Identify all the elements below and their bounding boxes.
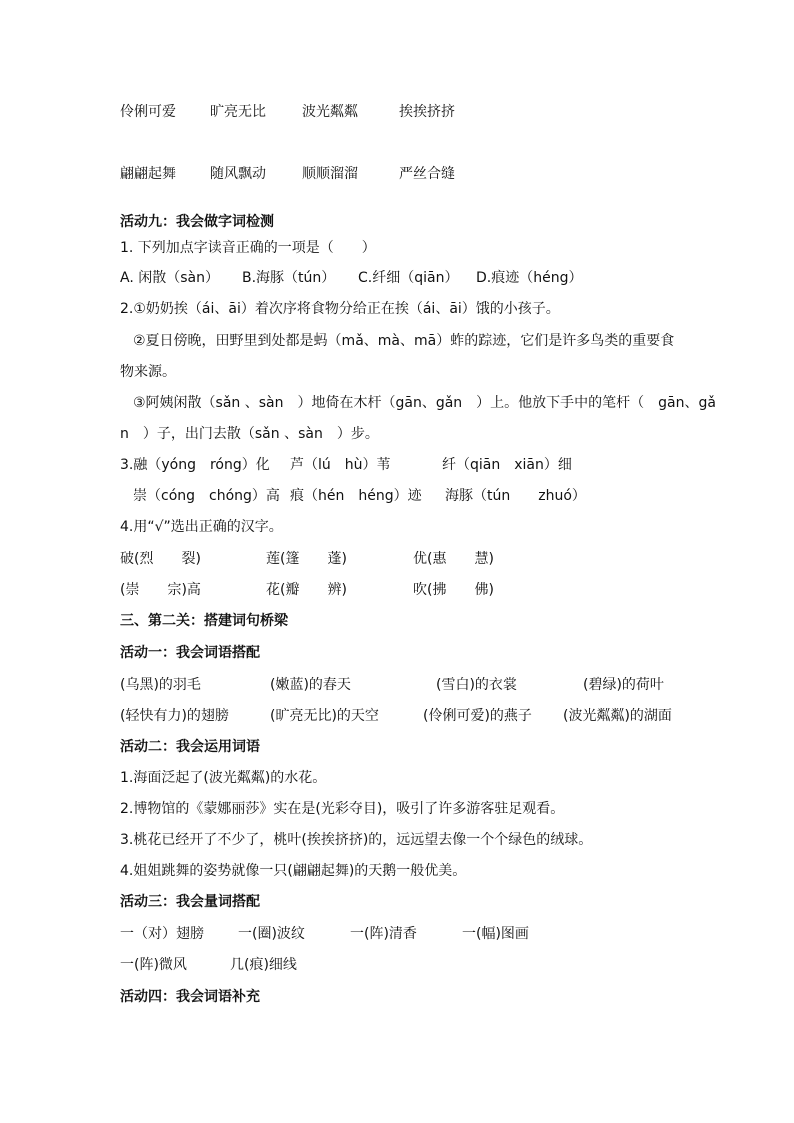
activity-1-title: 活动一：我会词语搭配 (120, 645, 260, 661)
question-2-line-4: ③阿姨闲散（sǎn 、sàn ）地倚在木杆（gān、gǎn ）上。他放下手中的笔杆（ gān、gǎ (133, 395, 716, 411)
collocation: (碧绿)的荷叶 (583, 677, 664, 693)
measure-word: 一(阵)清香 (350, 926, 417, 942)
measure-word: 一(幅)图画 (462, 926, 529, 942)
collocation: (波光粼粼)的湖面 (563, 708, 672, 724)
measure-word: 一(阵)微风 (120, 957, 187, 973)
activity-2-line: 2.博物馆的《蒙娜丽莎》实在是(光彩夺目)，吸引了许多游客驻足观看。 (120, 801, 565, 817)
char-choice: (崇 宗)高 (120, 582, 201, 598)
question-2-line-5: n ）子，出门去散（sǎn 、sàn ）步。 (120, 426, 379, 442)
word: 严丝合缝 (399, 166, 455, 182)
activity-3-title: 活动三：我会量词搭配 (120, 894, 260, 910)
collocation: (伶俐可爱)的燕子 (423, 708, 532, 724)
question-2-line-3: 物来源。 (120, 364, 176, 380)
pinyin-item: 3.融（yóng róng）化 (120, 457, 270, 473)
question-4: 4.用“√”选出正确的汉字。 (120, 519, 283, 535)
activity-2-line: 4.姐姐跳舞的姿势就像一只(翩翩起舞)的天鹅一般优美。 (120, 863, 467, 879)
collocation: (雪白)的衣裳 (436, 677, 517, 693)
word: 挨挨挤挤 (399, 104, 455, 120)
word: 顺顺溜溜 (302, 166, 358, 182)
section-3-title: 三、第二关：搭建词句桥梁 (120, 613, 288, 629)
word: 旷亮无比 (210, 104, 266, 120)
activity-2-line: 3.桃花已经开了不少了，桃叶(挨挨挤挤)的，远远望去像一个个绿色的绒球。 (120, 832, 593, 848)
char-choice: 吹(拂 佛) (413, 582, 494, 598)
option-a: A. 闲散（sàn） (120, 270, 219, 286)
word: 随风飘动 (210, 166, 266, 182)
pinyin-item: 崇（cóng chóng）高 (133, 488, 280, 504)
collocation: (轻快有力)的翅膀 (120, 708, 229, 724)
activity-4-title: 活动四：我会词语补充 (120, 989, 260, 1005)
collocation: (嫩蓝)的春天 (270, 677, 351, 693)
char-choice: 花(瓣 辨) (266, 582, 347, 598)
char-choice: 破(烈 裂) (120, 551, 201, 567)
char-choice: 莲(篷 蓬) (266, 551, 347, 567)
pinyin-item: 海豚（tún zhuó） (445, 488, 586, 504)
measure-word: 一(圈)波纹 (238, 926, 305, 942)
pinyin-item: 痕（hén héng）迹 (290, 488, 422, 504)
question-2-line-2: ②夏日傍晚，田野里到处都是蚂（mǎ、mà、mā）蚱的踪迹，它们是许多鸟类的重要食 (133, 333, 675, 349)
pinyin-item: 纤（qiān xiān）细 (442, 457, 572, 473)
activity-2-line: 1.海面泛起了(波光粼粼)的水花。 (120, 770, 327, 786)
measure-word: 一（对）翅膀 (120, 926, 204, 942)
collocation: (乌黑)的羽毛 (120, 677, 201, 693)
collocation: (旷亮无比)的天空 (270, 708, 379, 724)
option-d: D.痕迹（héng） (476, 270, 583, 286)
option-b: B.海豚（tún） (242, 270, 336, 286)
activity-9-title: 活动九：我会做字词检测 (120, 214, 274, 230)
pinyin-item: 芦（lú hù）苇 (290, 457, 391, 473)
measure-word: 几(痕)细线 (230, 957, 297, 973)
char-choice: 优(惠 慧) (413, 551, 494, 567)
word: 波光粼粼 (302, 104, 358, 120)
question-2-line-1: 2.①奶奶挨（ái、āi）着次序将食物分给正在挨（ái、āi）饿的小孩子。 (120, 301, 560, 317)
word: 翩翩起舞 (120, 166, 176, 182)
word: 伶俐可爱 (120, 104, 176, 120)
question-1: 1. 下列加点字读音正确的一项是（ ） (120, 240, 376, 256)
option-c: C.纤细（qiān） (358, 270, 459, 286)
activity-2-title: 活动二：我会运用词语 (120, 739, 260, 755)
